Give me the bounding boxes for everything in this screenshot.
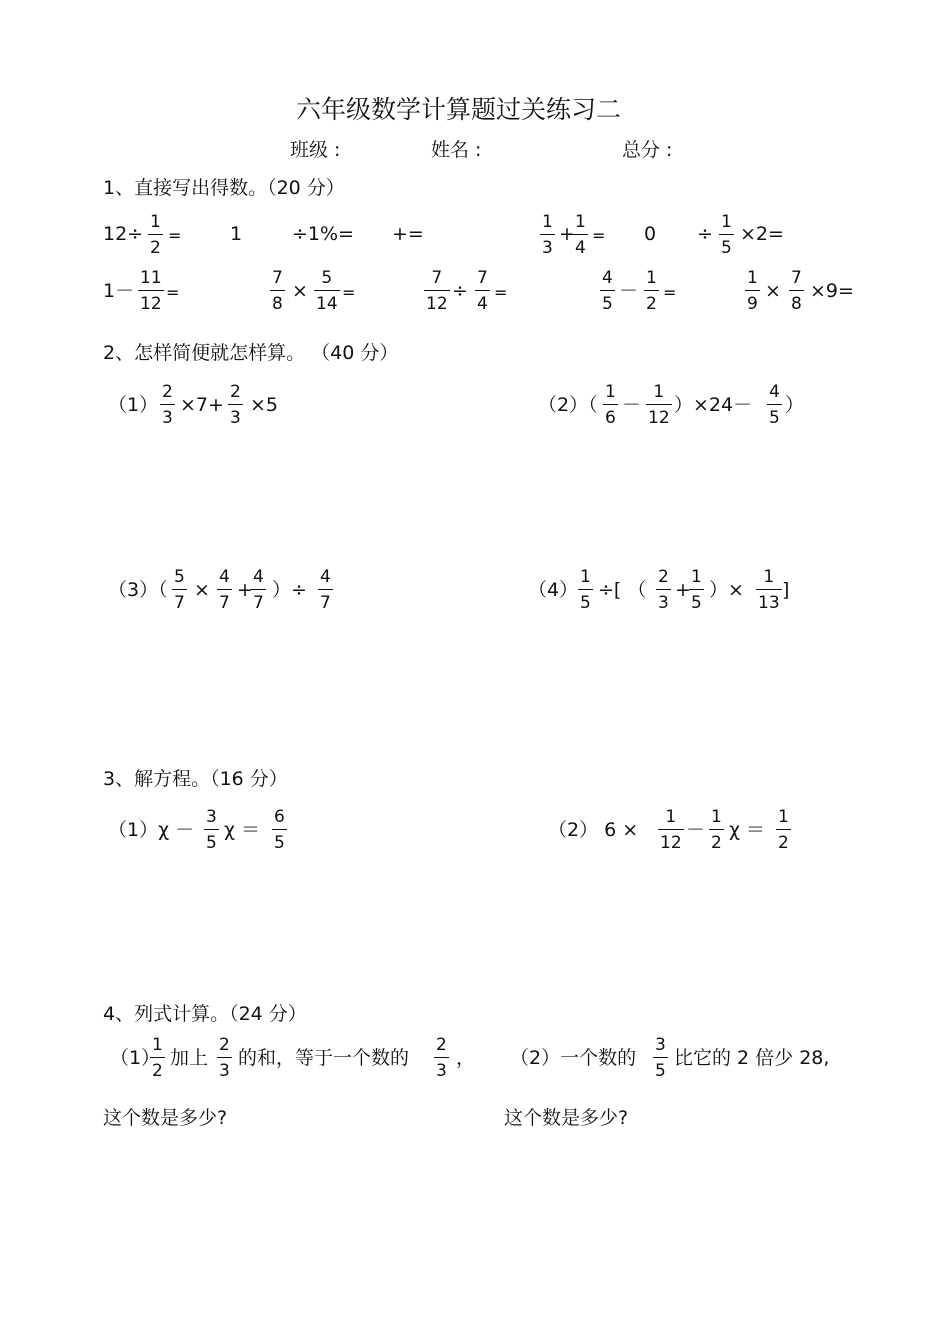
s2-p4-mid2: ）× <box>709 579 744 601</box>
fraction: $\frac{1}{2}$ <box>778 807 789 853</box>
s2-p1-label: （1） <box>108 394 159 416</box>
s1-r1-a-pre: 12÷ <box>103 223 144 245</box>
s4-p1-line2: 这个数是多少? <box>103 1107 228 1129</box>
fraction: $\frac{1}{2}$ <box>150 212 161 258</box>
s1-r2-a-pre: 1－ <box>103 280 135 302</box>
fraction: $\frac{1}{2}$ <box>711 807 722 853</box>
s2-p3-op1: × <box>194 579 210 601</box>
s2-p3-label: （3）（ <box>108 579 168 601</box>
fraction: $\frac{7}{8}$ <box>272 268 283 314</box>
s2-p2-post: ） <box>785 394 805 416</box>
fraction: $\frac{1}{2}$ <box>152 1035 163 1081</box>
s2-p3-op2: + <box>237 579 253 601</box>
s2-p1-mid: ×7+ <box>180 394 224 416</box>
name-label: 姓名 : <box>431 139 482 161</box>
fraction: $\frac{2}{3}$ <box>658 567 669 613</box>
s3-p2-label: （2） 6 × <box>548 819 639 841</box>
s1-r1-g-pre: ÷ <box>697 223 713 245</box>
s4-p1-mid: 加上 <box>170 1047 209 1069</box>
s4-p1-label: （1） <box>110 1047 161 1069</box>
fraction: $\frac{3}{5}$ <box>655 1035 666 1081</box>
fraction: $\frac{2}{3}$ <box>436 1035 447 1081</box>
s1-r2-e-op: × <box>765 280 781 302</box>
fraction: $\frac{6}{5}$ <box>274 807 285 853</box>
fraction: $\frac{7}{4}$ <box>477 268 488 314</box>
s3-p2-mid: χ ＝ <box>729 819 766 841</box>
section-4-heading: 4、列式计算。（24 分） <box>103 1003 307 1025</box>
s2-p3-mid: ）÷ <box>272 579 307 601</box>
s4-p2-line2: 这个数是多少? <box>504 1107 629 1129</box>
fraction: $\frac{1}{9}$ <box>747 268 758 314</box>
fraction: $\frac{1}{6}$ <box>605 382 616 428</box>
fraction: $\frac{1}{12}$ <box>648 382 670 428</box>
page-title: 六年级数学计算题过关练习二 <box>296 95 622 124</box>
fraction: $\frac{2}{3}$ <box>219 1035 230 1081</box>
s1-r2-b-op: × <box>292 280 308 302</box>
fraction: $\frac{4}{7}$ <box>320 567 331 613</box>
fraction: $\frac{7}{8}$ <box>791 268 802 314</box>
fraction: $\frac{1}{5}$ <box>691 567 702 613</box>
s1-r1-g-post: ×2= <box>740 223 784 245</box>
section-2-heading: 2、怎样简便就怎样算。 （40 分） <box>103 342 399 364</box>
s4-p2-label: （2）一个数的 <box>510 1047 637 1069</box>
s1-r1-b: 1 <box>230 223 243 245</box>
s2-p4-op: + <box>675 579 691 601</box>
s2-p2-op: － <box>622 394 642 416</box>
fraction: $\frac{5}{14}$ <box>316 268 338 314</box>
section-3-heading: 3、解方程。（16 分） <box>103 768 288 790</box>
s2-p4-label: （4） <box>528 579 579 601</box>
s2-p2-mid: ）×24－ <box>674 394 753 416</box>
s4-p2-mid: 比它的 2 倍少 28, <box>674 1047 830 1069</box>
fraction: $\frac{3}{5}$ <box>206 807 217 853</box>
s1-r1-e-post: = <box>592 226 606 245</box>
fraction: $\frac{2}{3}$ <box>230 382 241 428</box>
class-label: 班级 : <box>290 139 341 161</box>
fraction: $\frac{4}{5}$ <box>602 268 613 314</box>
s1-r2-b-post: = <box>342 283 356 302</box>
s3-p2-op: － <box>686 819 706 841</box>
fraction: $\frac{1}{13}$ <box>758 567 780 613</box>
fraction: $\frac{2}{3}$ <box>162 382 173 428</box>
fraction: $\frac{1}{2}$ <box>646 268 657 314</box>
s3-p1-label: （1）χ － <box>108 819 195 841</box>
s1-r2-a-post: = <box>166 283 180 302</box>
s1-r1-d: += <box>392 223 424 245</box>
s1-r2-c-post: = <box>494 283 508 302</box>
fraction: $\frac{7}{12}$ <box>426 268 448 314</box>
s2-p2-label: （2）（ <box>538 394 598 416</box>
s1-r1-e-op: + <box>559 223 575 245</box>
s2-p1-post: ×5 <box>250 394 279 416</box>
s1-r1-a-post: = <box>168 226 182 245</box>
s1-r2-d-op: － <box>619 280 639 302</box>
s2-p4-post: ] <box>782 579 790 601</box>
fraction: $\frac{5}{7}$ <box>174 567 185 613</box>
fraction: $\frac{4}{7}$ <box>219 567 230 613</box>
fraction: $\frac{1}{5}$ <box>580 567 591 613</box>
fraction: $\frac{4}{5}$ <box>769 382 780 428</box>
s4-p1-mid2: 的和，等于一个数的 <box>238 1047 410 1069</box>
s1-r1-c: ÷1%= <box>292 223 354 245</box>
s2-p4-mid1: ÷[ （ <box>598 579 647 601</box>
fraction: $\frac{1}{4}$ <box>575 212 586 258</box>
s3-p1-mid: χ ＝ <box>224 819 261 841</box>
fraction: $\frac{4}{7}$ <box>253 567 264 613</box>
s1-r2-c-op: ÷ <box>452 280 468 302</box>
score-label: 总分 : <box>622 139 673 161</box>
s1-r2-d-post: = <box>663 283 677 302</box>
fraction: $\frac{11}{12}$ <box>140 268 162 314</box>
s4-p1-post: ， <box>456 1047 476 1069</box>
fraction: $\frac{1}{5}$ <box>721 212 732 258</box>
fraction: $\frac{1}{12}$ <box>660 807 682 853</box>
fraction: $\frac{1}{3}$ <box>542 212 553 258</box>
section-1-heading: 1、直接写出得数。（20 分） <box>103 177 345 199</box>
s1-r2-e-post: ×9= <box>810 280 854 302</box>
s1-r1-f: 0 <box>644 223 657 245</box>
